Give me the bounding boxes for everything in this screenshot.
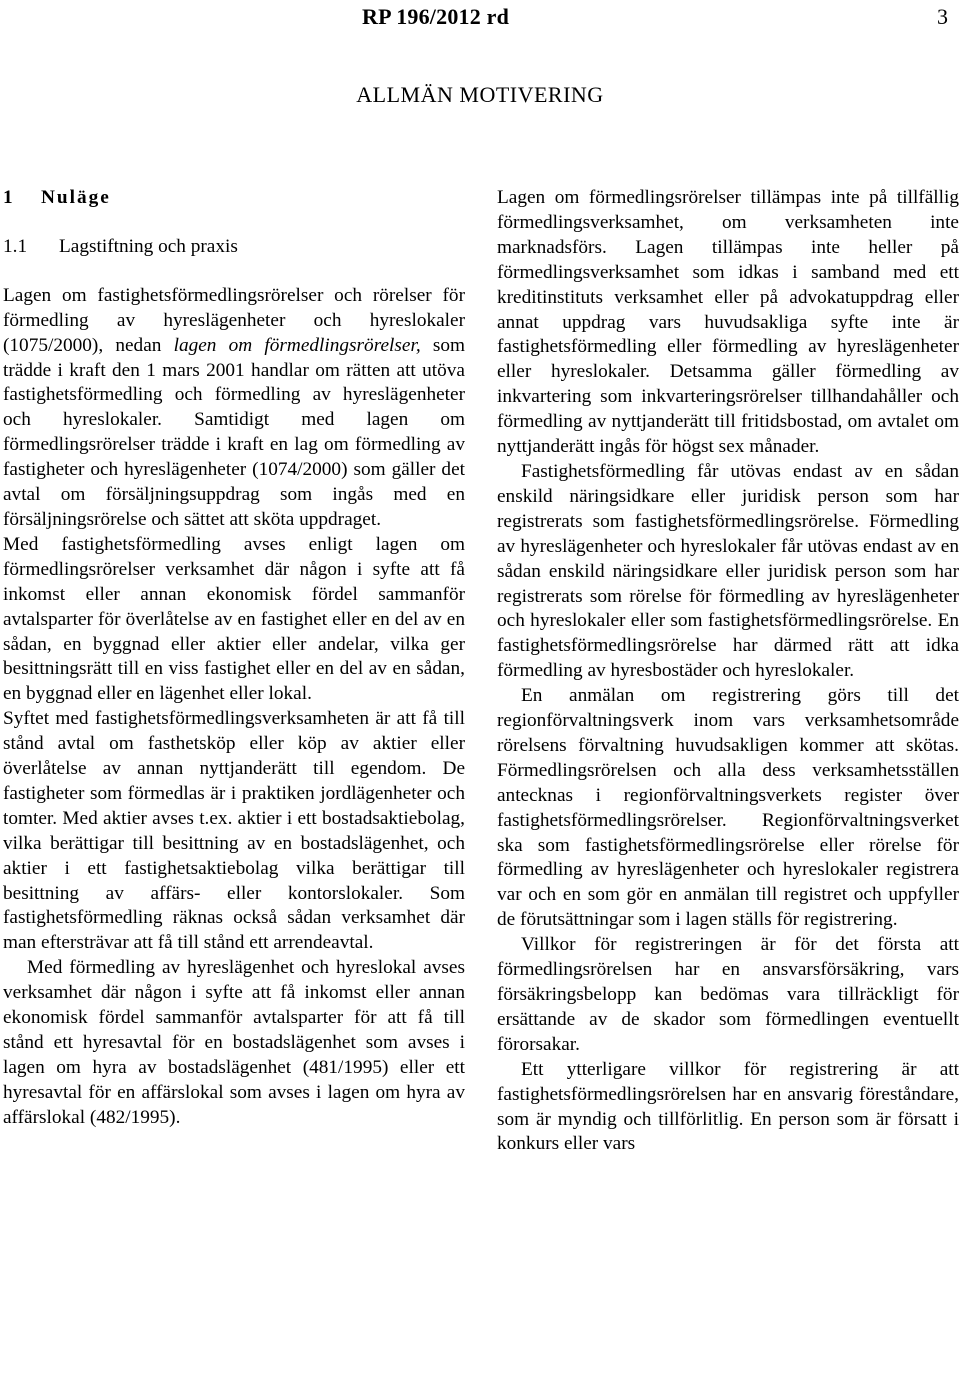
paragraph: Syftet med fastighetsförmedlingsverksamheten är att få till stånd avtal om fasthetsköp eller köp av aktier eller överlåtelse av annan nyttjanderätt till egendom. De fastigheter som förmedlas är i praktiken jordlägenheter och tomter. Med aktier avses t.ex. aktier i ett bostadsaktiebolag, vilka berättigar till besittning av en bostadslägenhet, och aktier i ett fastighetsaktiebolag vilka berättigar till besittning av affärs- eller kontorslokaler. Som fastighetsförmedling räknas också sådan verksamhet där man eftersträvar att få till stånd ett arrendeavtal. xyxy=(3,708,465,954)
paragraph-text: som trädde i kraft den 1 mars 2001 handlar om rätten att utöva fastighetsförmedling och förmedling av hyreslägenheter och hyreslokaler. Samtidigt med lagen om förmedlingsrörelser trädde i kraft en lag om förmedling av fastigheter och hyreslägenheter (1074/2000) som gäller det avtal om försäljningsuppdrag som ingås med en försäljningsrörelse och sättet att sköta uppdraget. xyxy=(3,334,466,530)
section-title: ALLMÄN MOTIVERING xyxy=(356,82,604,107)
paragraph-text: Lagen om fastighetsförmedlingsrörelser och rörelser för förmedling av hyreslägenheter och hyreslokaler (1075/2000), nedan xyxy=(3,284,465,356)
heading-level-2 xyxy=(3,235,465,260)
heading-1-text: Nuläge xyxy=(41,187,111,208)
paragraph: Lagen om förmedlingsrörelser tillämpas inte på tillfällig förmedlingsverksamhet, om verksamheten inte marknadsförs. Lagen tillämpas inte heller på förmedlingsverksamhet som idkas i samband med ett kreditinstituts verksamhet eller på advokatuppdrag eller annat uppdrag vars huvudsakliga syfte inte är fastighetsförmedling eller förmedling av hyreslägenheter eller hyreslokaler. Detsamma gäller förmedling av inkvartering som inkvarteringsrörelser tillhandahåller och förmedling av nyttjanderätt till fritidsbostad, om avtalet om nyttjanderätt ingås för högst sex månader. xyxy=(497,187,959,458)
paragraph: Villkor för registreringen är för det första att förmedlingsrörelsen har en ansvarsförsäkring, vars försäkringsbelopp kan bedömas vara tillräckligt för ersättande av de skador som förmedlingen eventuellt förorsakar. xyxy=(497,934,959,1055)
heading-level-1 xyxy=(3,186,465,211)
paragraph xyxy=(3,284,465,533)
heading-1-number: 1 xyxy=(3,187,13,208)
paragraph: En anmälan om registrering görs till det regionförvaltningsverk inom vars verksamhetsområde rörelsens förvaltning huvudsakligen kommer att skötas. Förmedlingsrörelsen och alla dess verksamhetsställen antecknas i regionförvaltningsverkets register över fastighetsförmedlingsrörelser. Regionförvaltningsverket ska som fastighetsförmedlingsrörelse eller rörelse för förmedling av hyreslägenheter och hyreslokaler registrera var och en som gör en anmälan till registret och uppfyller de förutsättningar som i lagen ställs för registrering. xyxy=(497,685,959,931)
defined-term: lagen om förmedlingsrörelser, xyxy=(173,334,421,356)
right-text-column xyxy=(497,186,959,1157)
paragraph: Med fastighetsförmedling avses enligt lagen om förmedlingsrörelser verksamhet där någon i syfte att få inkomst eller annan ekonomisk fördel sammanför avtalsparter för överlåtelse av en fastighet eller en del av en sådan, en byggnad eller aktier eller andelar, vilka ger besittningsrätt till en viss fastighet eller en del av en sådan, en byggnad eller en lägenhet eller lokal. xyxy=(3,533,465,705)
document-reference: RP 196/2012 rd xyxy=(362,4,510,29)
paragraph: Ett ytterligare villkor för registrering är att fastighetsförmedlingsrörelsen har en ansvarig föreståndare, som är myndig och tillförlitlig. En person som är försatt i konkurs eller vars xyxy=(497,1058,959,1155)
page-number: 3 xyxy=(937,4,948,29)
paragraph: Med förmedling av hyreslägenhet och hyreslokal avses verksamhet där någon i syfte att få inkomst eller annan ekonomisk fördel sammanför avtalsparter för att få till stånd ett hyresavtal för en bostadslägenhet som avses i lagen om hyra av bostadslägenhet (481/1995) eller ett hyresavtal för en affärslokal som avses i lagen om hyra av affärslokal (482/1995). xyxy=(3,957,465,1128)
heading-2-number: 1.1 xyxy=(3,235,28,257)
paragraph: Fastighetsförmedling får utövas endast av en sådan enskild näringsidkare eller juridisk person som har registrerats som fastighetsförmedlingsrörelse. Förmedling av hyreslägenheter och hyreslokaler får utövas endast av en sådan enskild näringsidkare eller juridisk person som har registrerats som rörelse för förmedling av hyreslägenheter och hyreslokaler eller som fastighetsförmedlingsrörelse. En fastighetsförmedlingsrörelse har därmed rätt att idka förmedling av hyresbostäder och hyreslokaler. xyxy=(497,460,959,682)
left-text-column xyxy=(3,186,465,1131)
heading-2-text: Lagstiftning och praxis xyxy=(59,235,238,257)
